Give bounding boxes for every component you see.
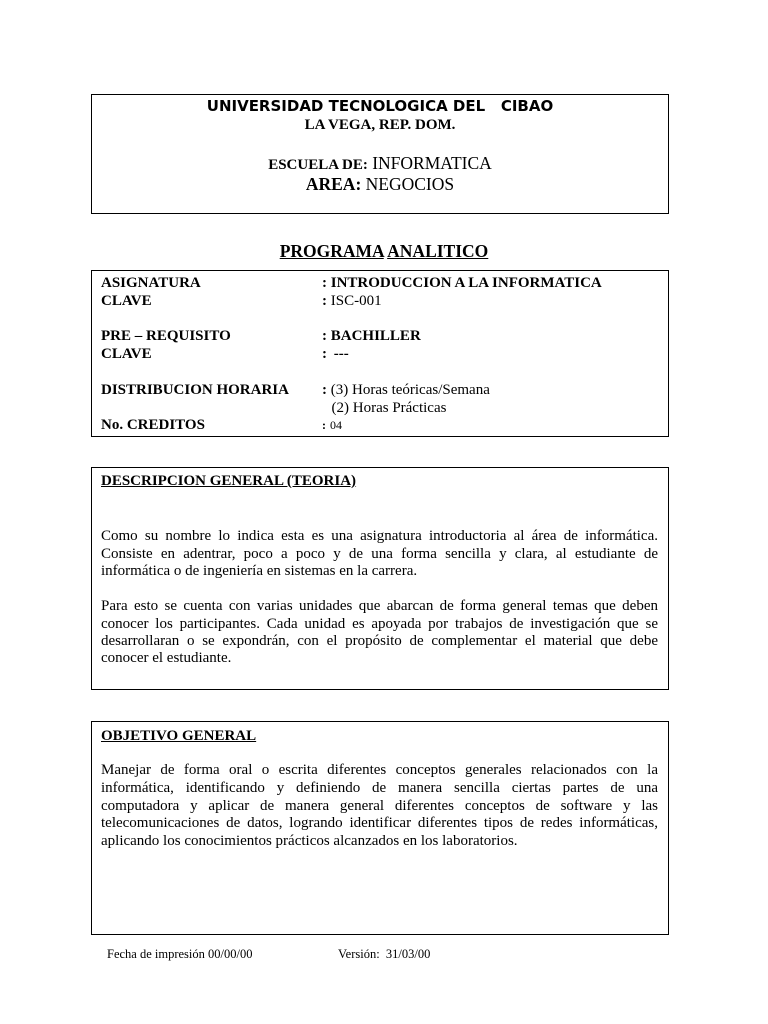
paragraph-line: computadora y aplicar de manera general diferentes conceptos de software y las <box>101 797 658 814</box>
separator: : <box>322 328 327 345</box>
paragraph-line: conocer los participantes. Cada unidad es apoyada por trabajos de investigación que se <box>101 615 658 632</box>
subject-label: ASIGNATURA <box>101 275 201 291</box>
info-row-prerequisite-code <box>101 346 668 364</box>
general-objective-box <box>91 721 669 935</box>
institution-header-box <box>91 94 669 214</box>
schedule-practice-hours: (2) Horas Prácticas <box>331 399 447 416</box>
subject-value-cell <box>322 275 668 293</box>
description-paragraph-2 <box>101 598 658 667</box>
credits-label: No. CREDITOS <box>101 417 205 434</box>
school-value: INFORMATICA <box>372 152 492 173</box>
paragraph-line: Consiste en adentrar, poco a poco y de una forma sencilla y clara, al estudiante de <box>101 545 658 562</box>
separator: : <box>322 381 327 398</box>
paragraph-line: telecomunicaciones de datos, logrando identificar diferentes tipos de redes informáticas, <box>101 815 658 832</box>
description-paragraph-1 <box>101 528 658 580</box>
area-line <box>92 174 668 195</box>
separator: : <box>322 418 326 433</box>
schedule-value-cell <box>322 382 668 400</box>
paragraph-line: desarrollaran o se expondrán, con el propósito de complementar el material que debe <box>101 632 658 649</box>
credits-value-cell <box>322 417 668 435</box>
area-value: NEGOCIOS <box>365 173 455 194</box>
title-word-analitico: ANALITICO <box>387 241 489 261</box>
info-row-schedule <box>101 382 668 400</box>
document-title <box>0 241 768 262</box>
code-value-cell <box>322 293 668 311</box>
print-date: Fecha de impresión 00/00/00 <box>107 947 253 961</box>
schedule-theory-hours: (3) Horas teóricas/Semana <box>330 381 490 398</box>
code-label: CLAVE <box>101 292 152 309</box>
course-info-box <box>91 270 669 437</box>
info-row-prerequisite <box>101 328 668 346</box>
prerequisite-value: BACHILLER <box>330 328 421 345</box>
general-description-box <box>91 467 669 690</box>
objective-paragraph <box>101 762 658 851</box>
info-row-code <box>101 293 668 311</box>
subject-value: INTRODUCCION A LA INFORMATICA <box>330 275 602 291</box>
separator: : <box>322 292 327 309</box>
info-row-credits <box>101 417 668 435</box>
paragraph-line: Manejar de forma oral o escrita diferentes conceptos generales relacionados con la <box>101 762 658 779</box>
paragraph-line: Para esto se cuenta con varias unidades que abarcan de forma general temas que deben <box>101 598 658 615</box>
area-label: AREA: <box>305 173 362 194</box>
prerequisite-value-cell <box>322 328 668 346</box>
paragraph-line: conocer el estudiante. <box>101 650 232 667</box>
prerequisite-code-label: CLAVE <box>101 346 152 363</box>
description-heading: DESCRIPCION GENERAL (TEORIA) <box>101 473 357 489</box>
info-row-subject <box>101 275 668 293</box>
university-location: LA VEGA, REP. DOM. <box>304 117 456 133</box>
separator: : <box>322 275 327 291</box>
credits-value: 04 <box>330 418 342 433</box>
prerequisite-code-value-cell <box>322 346 668 364</box>
university-name: UNIVERSIDAD TECNOLOGICA DEL CIBAO <box>206 97 554 115</box>
schedule-label: DISTRIBUCION HORARIA <box>101 381 289 398</box>
school-label: ESCUELA DE: <box>268 156 368 173</box>
prerequisite-label: PRE – REQUISITO <box>101 328 231 345</box>
info-row-schedule-continuation <box>101 400 668 418</box>
prerequisite-code-value: --- <box>333 346 349 363</box>
title-word-programa: PROGRAMA <box>279 241 384 261</box>
paragraph-line: aplicando los conocimientos prácticos alcanzados en los laboratorios. <box>101 833 518 850</box>
school-line <box>92 153 668 174</box>
code-value: ISC-001 <box>330 292 382 309</box>
version-date: Versión: 31/03/00 <box>338 947 431 961</box>
paragraph-line: informática o de ingeniería en sistemas en la carrera. <box>101 562 418 579</box>
separator: : <box>322 346 327 363</box>
paragraph-line: Como su nombre lo indica esta es una asignatura introductoria al área de informática. <box>101 528 658 545</box>
paragraph-line: informática, identificando y definiendo de manera sencilla ciertas partes de una <box>101 779 658 796</box>
objective-heading: OBJETIVO GENERAL <box>101 728 257 744</box>
